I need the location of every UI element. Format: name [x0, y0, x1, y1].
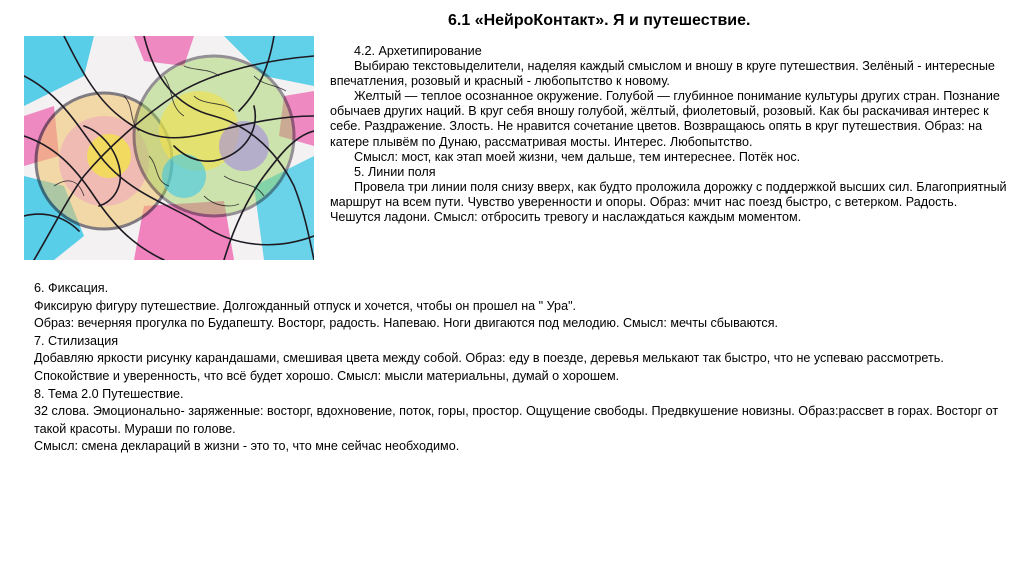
- neurographic-drawing: [24, 36, 314, 260]
- paragraph: Провела три линии поля снизу вверх, как будто проложила дорожку с поддержкой высших сил. Благоприятный маршрут на всем пути. Чувство уверенности и опоры. Образ: мчит нас поезд быстро, с ветерком. Радость. Чешутся ладони. Смысл: отбросить тревогу и наслаждаться каждым моментом.: [330, 179, 1007, 225]
- section-heading-fixation: 6. Фиксация.: [34, 281, 109, 295]
- archetyping-text-block: [330, 44, 1010, 225]
- fixation-text-block: [34, 280, 1014, 456]
- paragraph: Выбираю текстовыделители, наделяя каждый смыслом и вношу в круге путешествия. Зелёный - интересные впечатления, розовый и красный - любопытство к новому.: [330, 59, 995, 89]
- section-heading-stylization: 7. Стилизация: [34, 333, 119, 348]
- paragraph: Добавляю яркости рисунку карандашами, смешивая цвета между собой. Образ: еду в поезде, деревья мелькают так быстро, что не успеваю рассмотреть. Спокойствие и уверенность, что всё будет хорошо. Смысл: мысли материальны, думай о хорошем.: [34, 351, 944, 383]
- section-heading-field-lines: 5. Линии поля: [354, 164, 436, 179]
- section-heading-theme: 8. Тема 2.0 Путешествие.: [34, 386, 184, 401]
- paragraph: Желтый — теплое осознанное окружение. Голубой — глубинное понимание культуры других стран. Познание обычаев других наций. В круг себя вношу голубой, жёлтый, фиолетовый, розовый. Как бы раскачивая интерес к себе. Раздражение. Злость. Не нравится сочетание цветов. Возвращаюсь опять в круг путешествия. Образ: на катере плывём по Дунаю, рассматривая мосты. Интерес. Любопытство.: [330, 89, 1000, 149]
- slide-title: 6.1 «НейроКонтакт». Я и путешествие.: [448, 12, 751, 29]
- paragraph: Образ: вечерняя прогулка по Будапешту. Восторг, радость. Напеваю. Ноги двигаются под мелодию. Смысл: мечты сбываются.: [34, 316, 779, 331]
- paragraph: Смысл: мост, как этап моей жизни, чем дальше, тем интереснее. Потёк нос.: [354, 149, 801, 164]
- section-heading-archetyping: 4.2. Архетипирование: [354, 44, 482, 58]
- paragraph: Смысл: смена деклараций в жизни - это то, что мне сейчас необходимо.: [34, 439, 460, 454]
- paragraph: 32 слова. Эмоционально- заряженные: восторг, вдохновение, поток, горы, простор. Ощущение свободы. Предвкушение новизны. Образ:рассвет в горах. Восторг от такой красоты. Мураши по голове.: [34, 404, 999, 436]
- paragraph: Фиксирую фигуру путешествие. Долгожданный отпуск и хочется, чтобы он прошел на " Ура".: [34, 298, 577, 313]
